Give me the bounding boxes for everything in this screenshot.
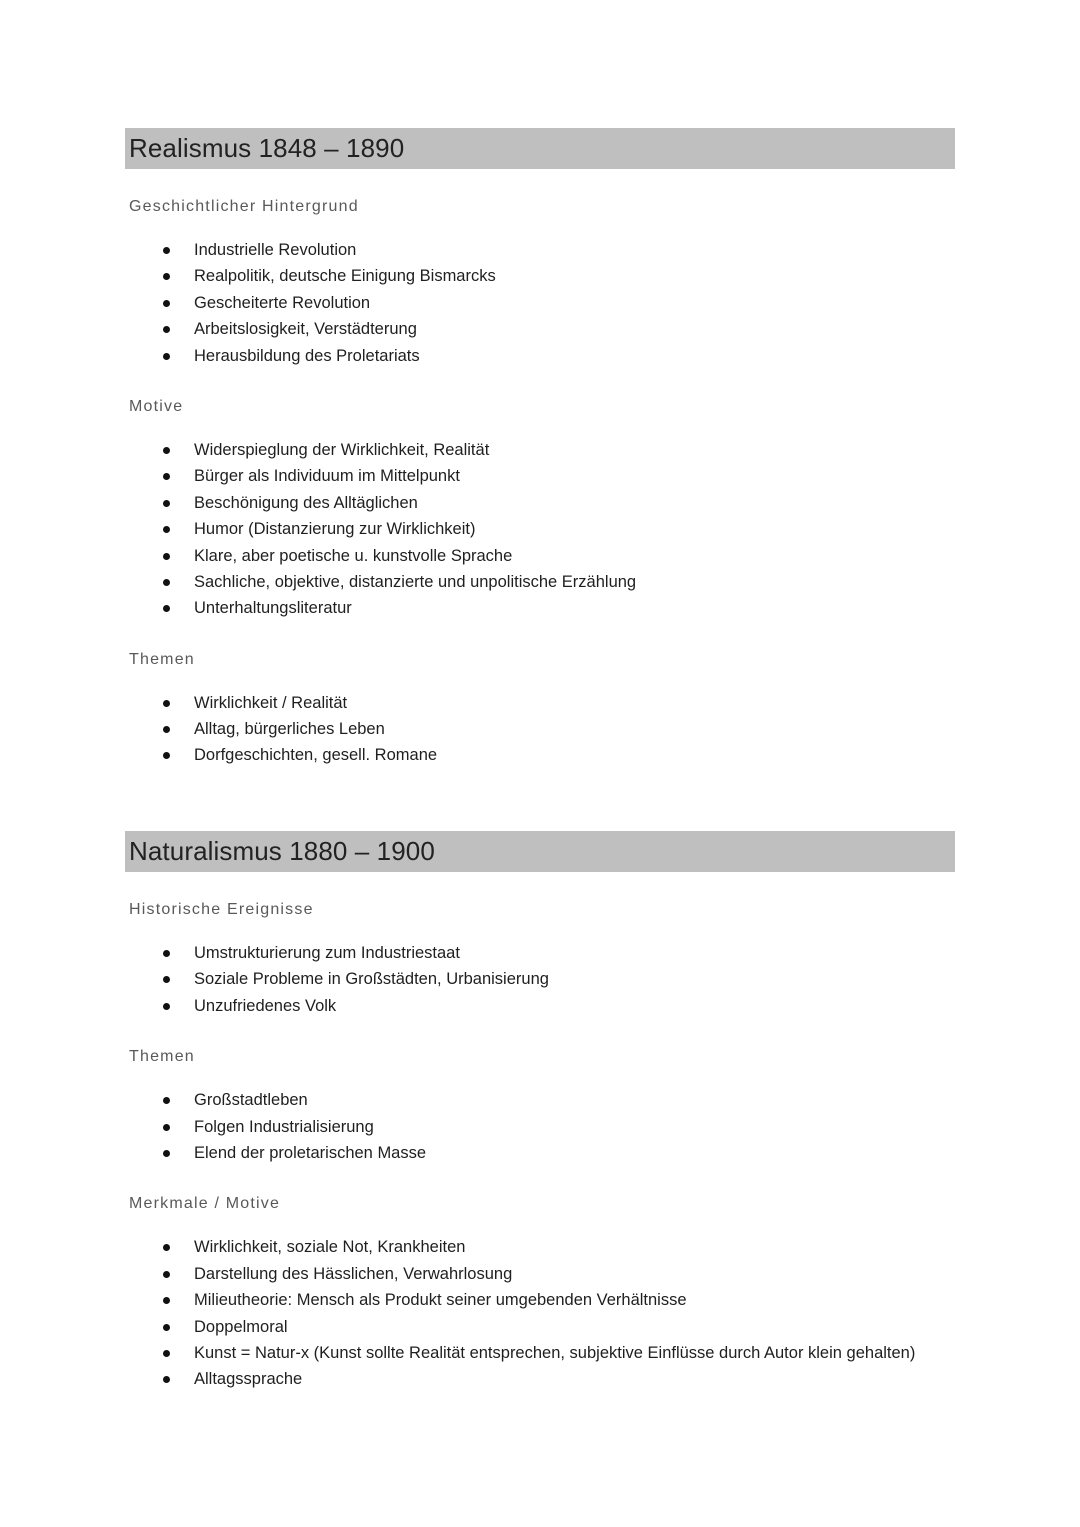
subheading-themen: Themen xyxy=(129,650,195,668)
bullet-icon xyxy=(163,247,170,254)
bullet-icon xyxy=(163,976,170,983)
list-item: Herausbildung des Proletariats xyxy=(125,343,955,369)
bullet-icon xyxy=(163,1097,170,1104)
bullet-icon xyxy=(163,1324,170,1331)
list-item: Alltagssprache xyxy=(125,1366,955,1392)
bullet-icon xyxy=(163,1271,170,1278)
list-item: Wirklichkeit, soziale Not, Krankheiten xyxy=(125,1234,955,1260)
list-item: Humor (Distanzierung zur Wirklichkeit) xyxy=(125,516,955,542)
bullet-list xyxy=(125,1087,955,1166)
list-item: Gescheiterte Revolution xyxy=(125,290,955,316)
list-item: Unzufriedenes Volk xyxy=(125,993,955,1019)
bullet-icon xyxy=(163,579,170,586)
bullet-icon xyxy=(163,500,170,507)
list-item: Umstrukturierung zum Industriestaat xyxy=(125,940,955,966)
section-realismus xyxy=(125,128,955,791)
list-item: Bürger als Individuum im Mittelpunkt xyxy=(125,463,955,489)
list-item: Unterhaltungsliteratur xyxy=(125,595,955,621)
list-item: Elend der proletarischen Masse xyxy=(125,1140,955,1166)
bullet-icon xyxy=(163,1124,170,1131)
bullet-icon xyxy=(163,553,170,560)
bullet-list xyxy=(125,940,955,1019)
section-title: Realismus 1848 – 1890 xyxy=(125,128,955,169)
bullet-icon xyxy=(163,1003,170,1010)
subheading-geschichtlicher-hintergrund: Geschichtlicher Hintergrund xyxy=(129,198,359,215)
list-item: Industrielle Revolution xyxy=(125,237,955,263)
bullet-list xyxy=(125,1234,955,1392)
list-item: Klare, aber poetische u. kunstvolle Sprache xyxy=(125,543,955,569)
bullet-icon xyxy=(163,950,170,957)
bullet-icon xyxy=(163,1376,170,1383)
bullet-icon xyxy=(163,1244,170,1251)
bullet-icon xyxy=(163,1350,170,1357)
bullet-icon xyxy=(163,700,170,707)
subheading-merkmale-motive: Merkmale / Motive xyxy=(129,1195,281,1213)
bullet-icon xyxy=(163,473,170,480)
subheading-motive: Motive xyxy=(129,397,184,415)
bullet-icon xyxy=(163,447,170,454)
bullet-icon xyxy=(163,1150,170,1157)
bullet-icon xyxy=(163,300,170,307)
list-item: Widerspieglung der Wirklichkeit, Realität xyxy=(125,437,955,463)
list-item: Folgen Industrialisierung xyxy=(125,1114,955,1140)
section-naturalismus xyxy=(125,831,955,1415)
bullet-icon xyxy=(163,752,170,759)
list-item: Realpolitik, deutsche Einigung Bismarcks xyxy=(125,263,955,289)
list-item: Dorfgeschichten, gesell. Romane xyxy=(125,742,955,768)
list-item: Doppelmoral xyxy=(125,1314,955,1340)
list-item: Kunst = Natur-x (Kunst sollte Realität entsprechen, subjektive Einflüsse durch Autor klein gehalten) xyxy=(125,1340,955,1366)
bullet-icon xyxy=(163,1297,170,1304)
list-item: Darstellung des Hässlichen, Verwahrlosung xyxy=(125,1261,955,1287)
bullet-icon xyxy=(163,605,170,612)
bullet-list xyxy=(125,690,955,769)
subheading-historische-ereignisse: Historische Ereignisse xyxy=(129,901,314,918)
list-item: Arbeitslosigkeit, Verstädterung xyxy=(125,316,955,342)
bullet-icon xyxy=(163,726,170,733)
bullet-icon xyxy=(163,526,170,533)
section-title: Naturalismus 1880 – 1900 xyxy=(125,831,955,872)
list-item: Wirklichkeit / Realität xyxy=(125,690,955,716)
subheading-themen: Themen xyxy=(129,1048,195,1066)
bullet-icon xyxy=(163,353,170,360)
bullet-icon xyxy=(163,326,170,333)
list-item: Soziale Probleme in Großstädten, Urbanisierung xyxy=(125,966,955,992)
list-item: Großstadtleben xyxy=(125,1087,955,1113)
list-item: Sachliche, objektive, distanzierte und unpolitische Erzählung xyxy=(125,569,955,595)
list-item: Milieutheorie: Mensch als Produkt seiner umgebenden Verhältnisse xyxy=(125,1287,955,1313)
list-item: Beschönigung des Alltäglichen xyxy=(125,490,955,516)
bullet-icon xyxy=(163,273,170,280)
bullet-list xyxy=(125,237,955,369)
bullet-list xyxy=(125,437,955,622)
list-item: Alltag, bürgerliches Leben xyxy=(125,716,955,742)
